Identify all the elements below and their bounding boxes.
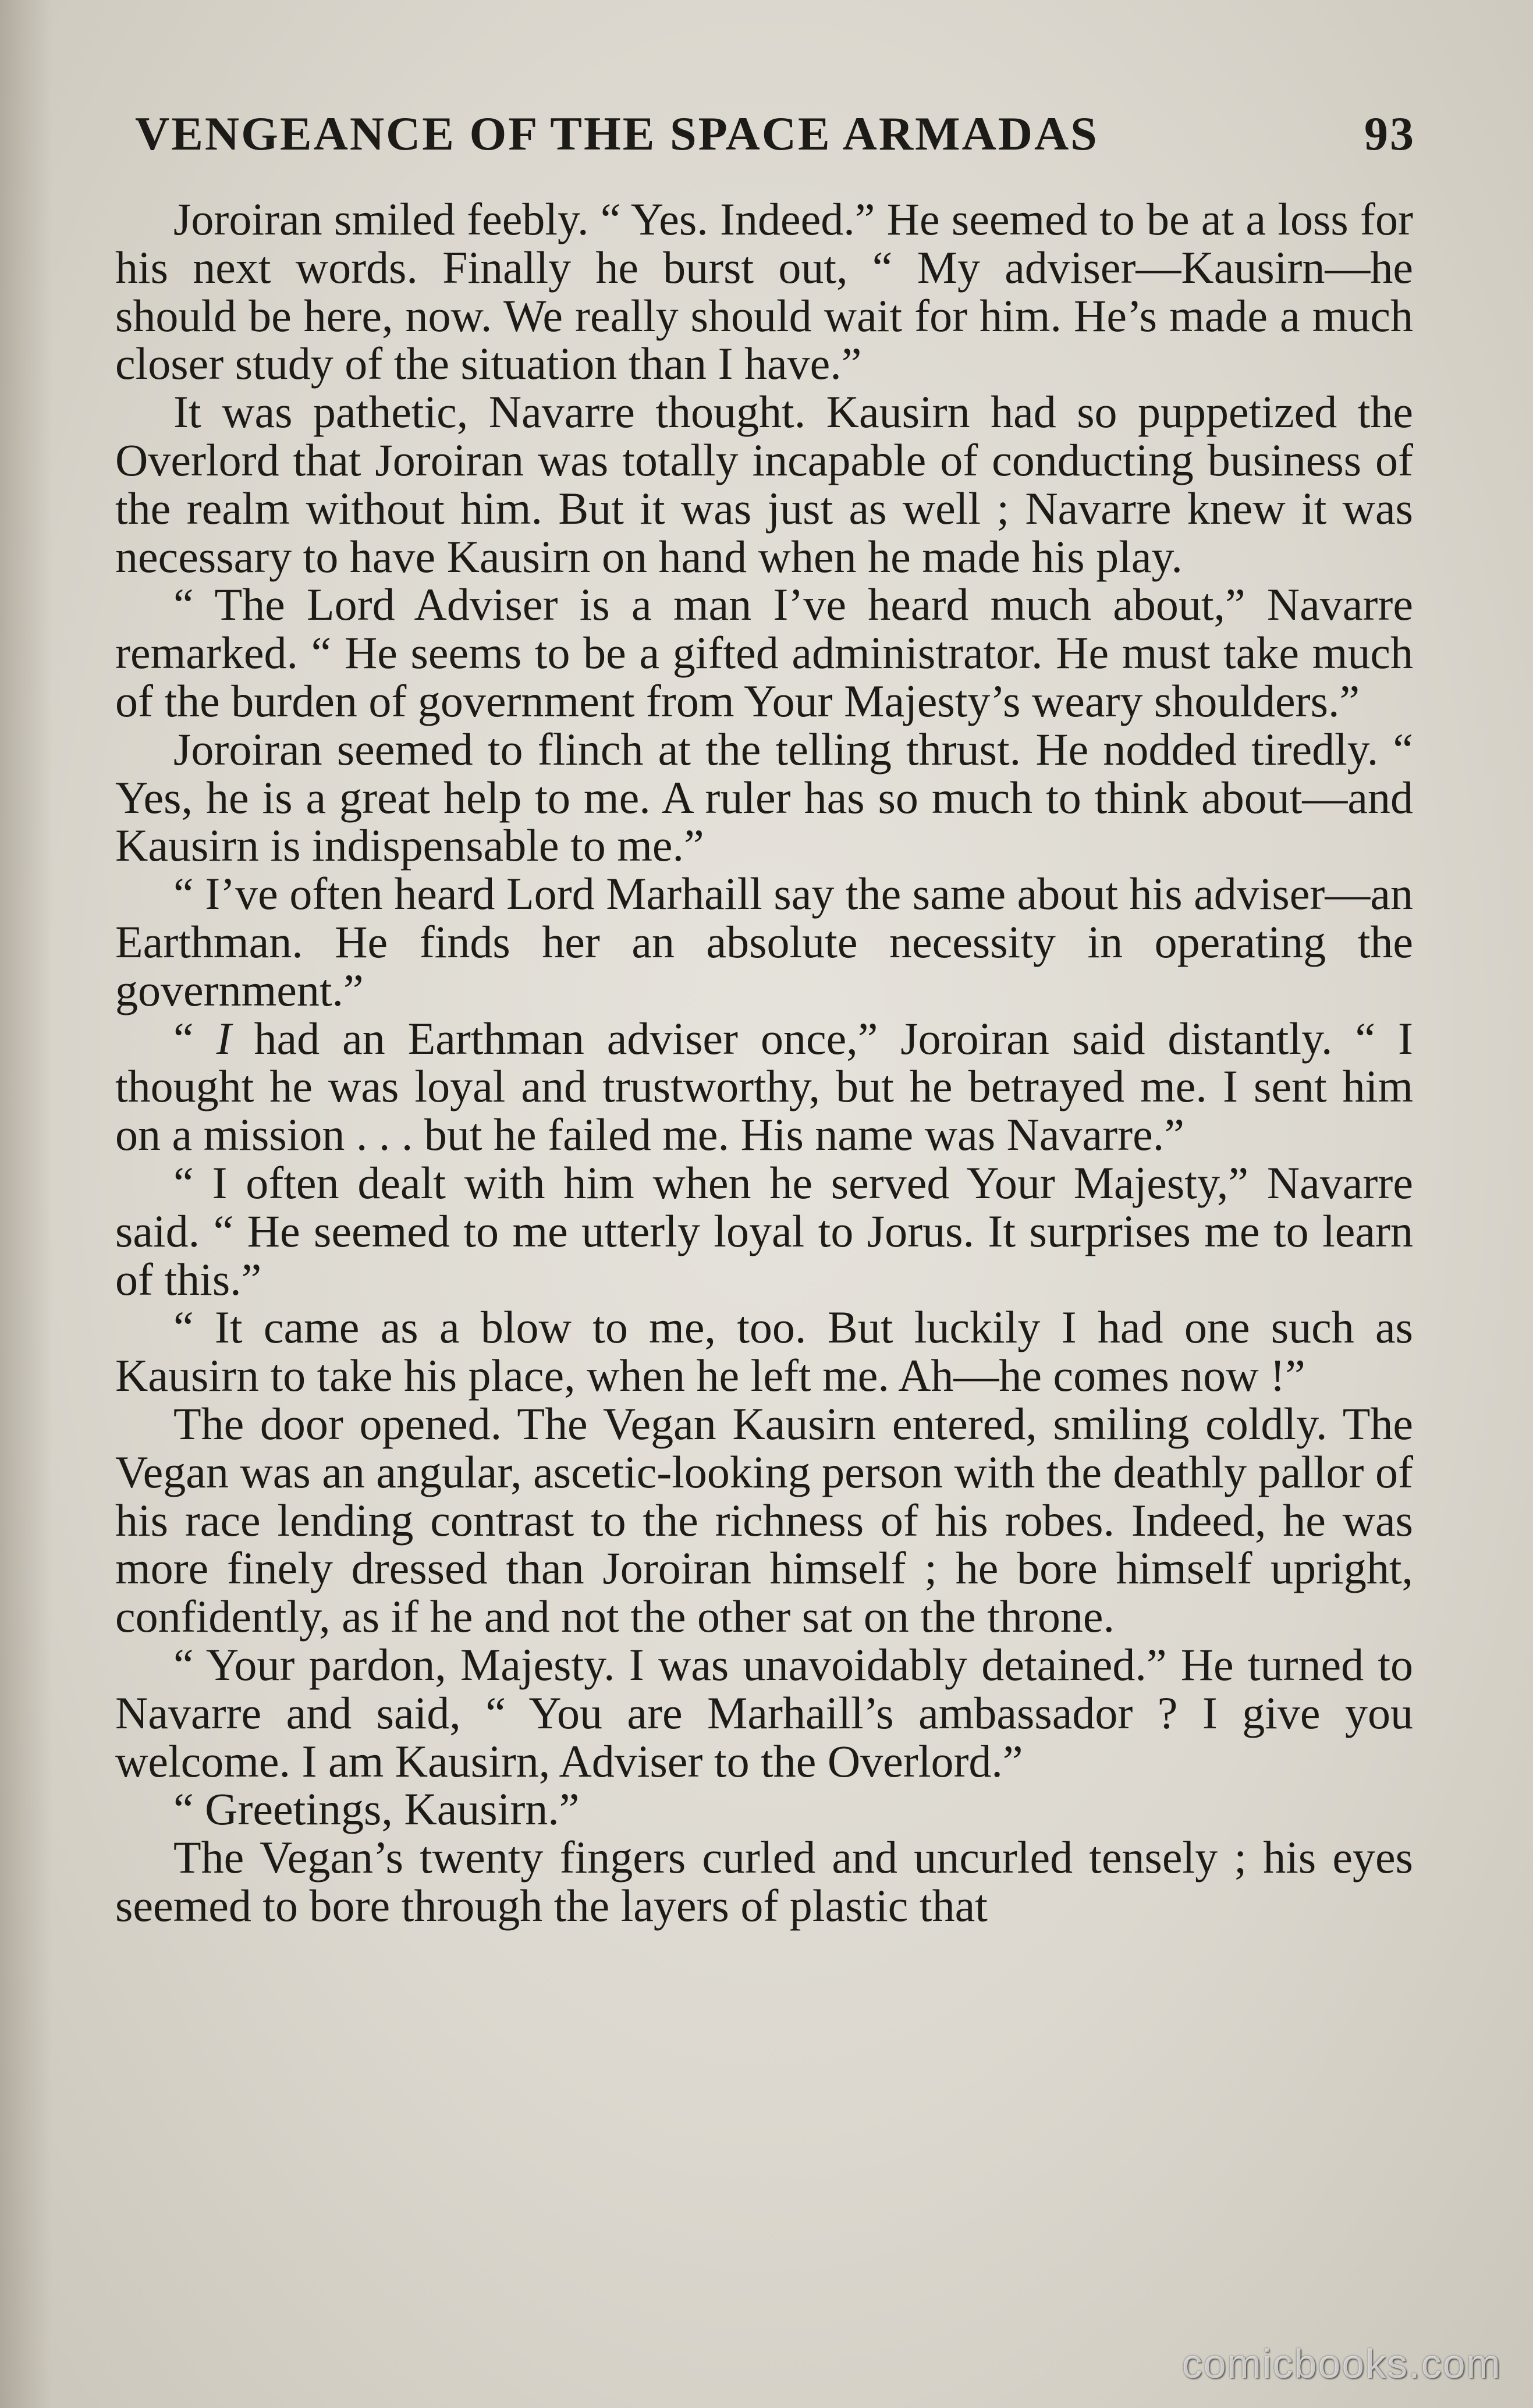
watermark: comicbooks.com — [1181, 2341, 1502, 2386]
emphasis: I — [216, 1013, 232, 1064]
page-binding-shadow — [0, 0, 52, 2408]
paragraph: “ I’ve often heard Lord Marhaill say the same about his adviser—an Earthman. He finds her an absolute necessity in operating the government.” — [115, 868, 1413, 1015]
paragraph: “ Your pardon, Majesty. I was unavoidably detained.” He turned to Navarre and said, “ You are Marhaill’s ambassador ? I give you welcome. I am Kausirn, Adviser to the Overlord.” — [115, 1639, 1413, 1787]
paragraph: Joroiran smiled feebly. “ Yes. Indeed.” He seemed to be at a loss for his next words. Finally he burst out, “ My adviser—Kausirn—he should be here, now. We really should wait for him. He’s made a much closer study of the situation than I have.” — [115, 194, 1413, 389]
paragraph: “ I often dealt with him when he served Your Majesty,” Navarre said. “ He seemed to me utterly loyal to Jorus. It surprises me to learn of this.” — [115, 1157, 1413, 1305]
paragraph: The Vegan’s twenty fingers curled and uncurled tensely ; his eyes seemed to bore through the layers of plastic that — [115, 1832, 1413, 1931]
paragraph: “ I had an Earthman adviser once,” Joroiran said distantly. “ I thought he was loyal and trustworthy, but he betrayed me. I sent him on a mission . . . but he failed me. His name was Navarre.” — [115, 1013, 1413, 1160]
paragraph: “ It came as a blow to me, too. But luckily I had one such as Kausirn to take his place, when he left me. Ah—he comes now !” — [115, 1302, 1413, 1401]
paragraph: “ The Lord Adviser is a man I’ve heard much about,” Navarre remarked. “ He seems to be a gifted administrator. He must take much of the burden of government from Your Majesty’s weary shoulders.” — [115, 579, 1413, 726]
body-text — [115, 196, 1413, 1930]
page-header — [135, 93, 1415, 175]
page-number: 93 — [1364, 107, 1415, 160]
paragraph: The door opened. The Vegan Kausirn entered, smiling coldly. The Vegan was an angular, ascetic-looking person with the deathly pallor of his race lending contrast to the richness of his robes. Indeed, he was more finely dressed than Joroiran himself ; he bore himself upright, confidently, as if he and not the other sat on the throne. — [115, 1398, 1414, 1642]
running-title: VENGEANCE OF THE SPACE ARMADAS — [135, 107, 1099, 160]
paragraph: It was pathetic, Navarre thought. Kausirn had so puppetized the Overlord that Joroiran was totally incapable of conducting business of the realm without him. But it was just as well ; Navarre knew it was necessary to have Kausirn on hand when he made his play. — [115, 386, 1413, 582]
paragraph: “ Greetings, Kausirn.” — [173, 1784, 580, 1835]
paragraph: Joroiran seemed to flinch at the telling thrust. He nodded tiredly. “ Yes, he is a great help to me. A ruler has so much to think about—and Kausirn is indispensable to me.” — [115, 723, 1413, 871]
